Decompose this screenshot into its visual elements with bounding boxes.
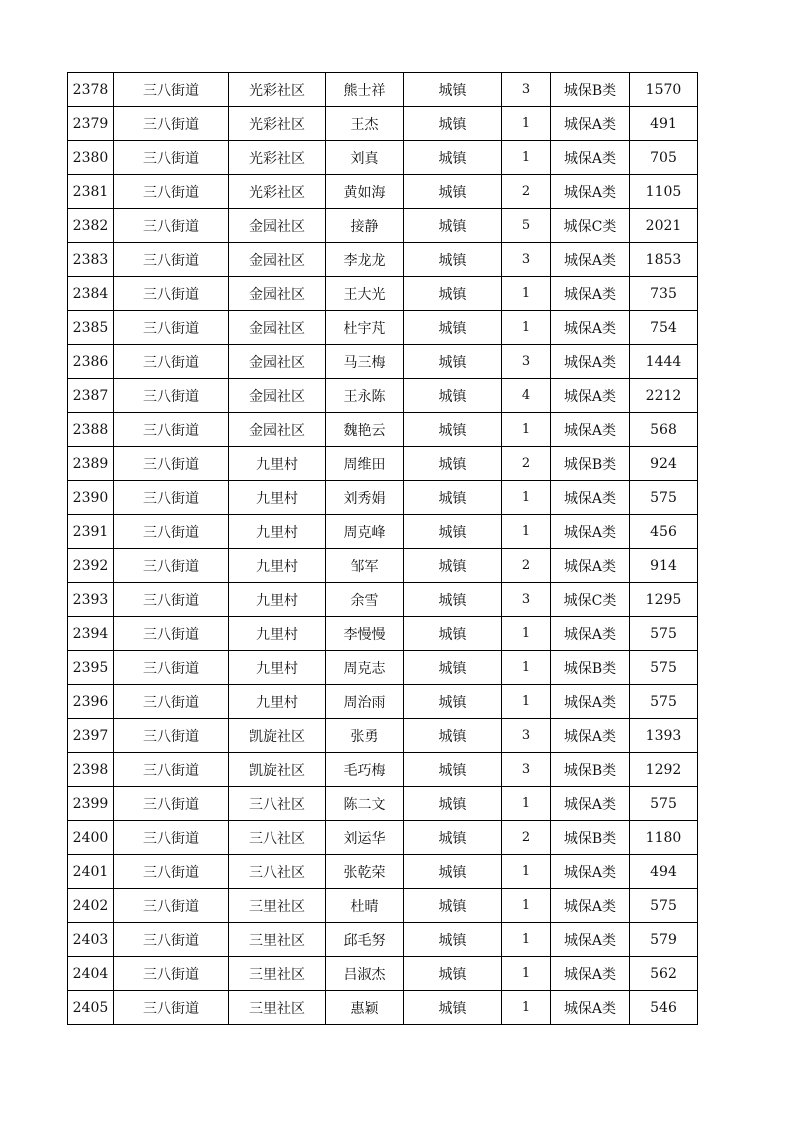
cell-community: 三里社区 [229, 991, 326, 1025]
cell-amount: 924 [630, 447, 698, 481]
cell-area-type: 城镇 [404, 141, 502, 175]
cell-area-type: 城镇 [404, 889, 502, 923]
table-row [68, 889, 698, 923]
table-row [68, 617, 698, 651]
table-row [68, 345, 698, 379]
cell-amount: 1444 [630, 345, 698, 379]
cell-household-size: 1 [502, 413, 551, 447]
cell-community: 三八社区 [229, 855, 326, 889]
cell-insurance-category: 城保A类 [551, 855, 630, 889]
cell-serial-number: 2381 [68, 175, 114, 209]
cell-amount: 1853 [630, 243, 698, 277]
cell-area-type: 城镇 [404, 243, 502, 277]
cell-area-type: 城镇 [404, 549, 502, 583]
cell-amount: 754 [630, 311, 698, 345]
cell-area-type: 城镇 [404, 345, 502, 379]
cell-household-size: 1 [502, 515, 551, 549]
records-body [68, 73, 698, 1025]
cell-community: 金园社区 [229, 345, 326, 379]
table-row [68, 719, 698, 753]
cell-street: 三八街道 [114, 719, 229, 753]
cell-name: 毛巧梅 [326, 753, 404, 787]
cell-street: 三八街道 [114, 107, 229, 141]
cell-insurance-category: 城保B类 [551, 73, 630, 107]
cell-household-size: 3 [502, 73, 551, 107]
cell-insurance-category: 城保A类 [551, 277, 630, 311]
cell-name: 邱毛努 [326, 923, 404, 957]
cell-household-size: 3 [502, 753, 551, 787]
table-row [68, 243, 698, 277]
cell-area-type: 城镇 [404, 277, 502, 311]
cell-street: 三八街道 [114, 617, 229, 651]
cell-insurance-category: 城保A类 [551, 413, 630, 447]
cell-household-size: 3 [502, 583, 551, 617]
cell-area-type: 城镇 [404, 379, 502, 413]
cell-amount: 491 [630, 107, 698, 141]
table-row [68, 855, 698, 889]
cell-serial-number: 2396 [68, 685, 114, 719]
cell-household-size: 1 [502, 889, 551, 923]
cell-area-type: 城镇 [404, 209, 502, 243]
cell-household-size: 1 [502, 991, 551, 1025]
cell-insurance-category: 城保A类 [551, 243, 630, 277]
cell-name: 周克志 [326, 651, 404, 685]
cell-community: 光彩社区 [229, 73, 326, 107]
cell-area-type: 城镇 [404, 855, 502, 889]
cell-area-type: 城镇 [404, 311, 502, 345]
cell-insurance-category: 城保A类 [551, 923, 630, 957]
cell-amount: 546 [630, 991, 698, 1025]
cell-street: 三八街道 [114, 379, 229, 413]
cell-amount: 705 [630, 141, 698, 175]
cell-amount: 575 [630, 889, 698, 923]
cell-name: 邹军 [326, 549, 404, 583]
table-row [68, 651, 698, 685]
table-row [68, 311, 698, 345]
cell-area-type: 城镇 [404, 651, 502, 685]
cell-household-size: 3 [502, 345, 551, 379]
cell-name: 接静 [326, 209, 404, 243]
cell-amount: 1105 [630, 175, 698, 209]
cell-serial-number: 2382 [68, 209, 114, 243]
cell-household-size: 1 [502, 685, 551, 719]
cell-area-type: 城镇 [404, 413, 502, 447]
cell-serial-number: 2387 [68, 379, 114, 413]
cell-area-type: 城镇 [404, 787, 502, 821]
cell-community: 金园社区 [229, 277, 326, 311]
cell-area-type: 城镇 [404, 685, 502, 719]
cell-amount: 456 [630, 515, 698, 549]
cell-serial-number: 2404 [68, 957, 114, 991]
cell-insurance-category: 城保A类 [551, 957, 630, 991]
cell-insurance-category: 城保A类 [551, 345, 630, 379]
cell-community: 三八社区 [229, 821, 326, 855]
cell-serial-number: 2405 [68, 991, 114, 1025]
cell-name: 黄如海 [326, 175, 404, 209]
cell-insurance-category: 城保A类 [551, 991, 630, 1025]
cell-household-size: 1 [502, 957, 551, 991]
cell-amount: 575 [630, 481, 698, 515]
cell-street: 三八街道 [114, 345, 229, 379]
cell-insurance-category: 城保A类 [551, 889, 630, 923]
cell-street: 三八街道 [114, 175, 229, 209]
cell-street: 三八街道 [114, 991, 229, 1025]
table-row [68, 175, 698, 209]
cell-community: 三八社区 [229, 787, 326, 821]
cell-community: 九里村 [229, 651, 326, 685]
cell-name: 惠颖 [326, 991, 404, 1025]
cell-amount: 575 [630, 617, 698, 651]
table-row [68, 685, 698, 719]
cell-household-size: 1 [502, 855, 551, 889]
cell-area-type: 城镇 [404, 923, 502, 957]
cell-street: 三八街道 [114, 685, 229, 719]
cell-amount: 494 [630, 855, 698, 889]
cell-amount: 562 [630, 957, 698, 991]
cell-community: 凯旋社区 [229, 753, 326, 787]
cell-street: 三八街道 [114, 957, 229, 991]
table-row [68, 515, 698, 549]
cell-name: 王永陈 [326, 379, 404, 413]
cell-community: 金园社区 [229, 413, 326, 447]
cell-serial-number: 2399 [68, 787, 114, 821]
table-row [68, 209, 698, 243]
cell-household-size: 1 [502, 617, 551, 651]
cell-household-size: 3 [502, 719, 551, 753]
cell-street: 三八街道 [114, 447, 229, 481]
cell-amount: 914 [630, 549, 698, 583]
cell-community: 九里村 [229, 481, 326, 515]
cell-insurance-category: 城保A类 [551, 311, 630, 345]
cell-name: 刘真 [326, 141, 404, 175]
cell-name: 王杰 [326, 107, 404, 141]
cell-serial-number: 2388 [68, 413, 114, 447]
records-table [67, 72, 698, 1025]
cell-community: 光彩社区 [229, 107, 326, 141]
cell-serial-number: 2402 [68, 889, 114, 923]
cell-street: 三八街道 [114, 855, 229, 889]
cell-street: 三八街道 [114, 583, 229, 617]
cell-name: 余雪 [326, 583, 404, 617]
cell-name: 魏艳云 [326, 413, 404, 447]
cell-street: 三八街道 [114, 73, 229, 107]
cell-amount: 1180 [630, 821, 698, 855]
cell-street: 三八街道 [114, 923, 229, 957]
cell-serial-number: 2395 [68, 651, 114, 685]
cell-name: 杜宇芃 [326, 311, 404, 345]
cell-name: 刘秀娟 [326, 481, 404, 515]
cell-name: 周治雨 [326, 685, 404, 719]
cell-insurance-category: 城保B类 [551, 821, 630, 855]
table-row [68, 923, 698, 957]
table-row [68, 481, 698, 515]
cell-insurance-category: 城保A类 [551, 107, 630, 141]
cell-street: 三八街道 [114, 311, 229, 345]
cell-household-size: 2 [502, 549, 551, 583]
cell-community: 三里社区 [229, 889, 326, 923]
cell-street: 三八街道 [114, 753, 229, 787]
table-row [68, 107, 698, 141]
cell-community: 光彩社区 [229, 141, 326, 175]
table-row [68, 753, 698, 787]
cell-street: 三八街道 [114, 889, 229, 923]
cell-community: 九里村 [229, 447, 326, 481]
table-row [68, 73, 698, 107]
cell-amount: 575 [630, 685, 698, 719]
cell-area-type: 城镇 [404, 991, 502, 1025]
cell-name: 周维田 [326, 447, 404, 481]
cell-insurance-category: 城保B类 [551, 447, 630, 481]
cell-community: 金园社区 [229, 243, 326, 277]
table-row [68, 583, 698, 617]
cell-name: 周克峰 [326, 515, 404, 549]
cell-street: 三八街道 [114, 651, 229, 685]
cell-household-size: 1 [502, 311, 551, 345]
cell-insurance-category: 城保A类 [551, 515, 630, 549]
cell-amount: 2212 [630, 379, 698, 413]
cell-insurance-category: 城保A类 [551, 685, 630, 719]
cell-street: 三八街道 [114, 821, 229, 855]
cell-area-type: 城镇 [404, 481, 502, 515]
cell-amount: 1393 [630, 719, 698, 753]
cell-community: 金园社区 [229, 209, 326, 243]
cell-area-type: 城镇 [404, 175, 502, 209]
cell-serial-number: 2400 [68, 821, 114, 855]
cell-name: 李龙龙 [326, 243, 404, 277]
cell-name: 王大光 [326, 277, 404, 311]
cell-street: 三八街道 [114, 549, 229, 583]
cell-name: 杜晴 [326, 889, 404, 923]
cell-insurance-category: 城保A类 [551, 379, 630, 413]
table-row [68, 141, 698, 175]
cell-serial-number: 2378 [68, 73, 114, 107]
cell-household-size: 1 [502, 107, 551, 141]
cell-name: 吕淑杰 [326, 957, 404, 991]
cell-household-size: 2 [502, 447, 551, 481]
cell-household-size: 2 [502, 175, 551, 209]
cell-household-size: 1 [502, 141, 551, 175]
cell-insurance-category: 城保A类 [551, 141, 630, 175]
table-row [68, 821, 698, 855]
cell-community: 九里村 [229, 617, 326, 651]
cell-name: 张乾荣 [326, 855, 404, 889]
cell-name: 熊士祥 [326, 73, 404, 107]
cell-community: 九里村 [229, 685, 326, 719]
cell-community: 九里村 [229, 549, 326, 583]
cell-insurance-category: 城保B类 [551, 651, 630, 685]
cell-name: 陈二文 [326, 787, 404, 821]
cell-serial-number: 2384 [68, 277, 114, 311]
cell-community: 三里社区 [229, 957, 326, 991]
cell-area-type: 城镇 [404, 821, 502, 855]
cell-amount: 575 [630, 651, 698, 685]
cell-serial-number: 2380 [68, 141, 114, 175]
cell-household-size: 3 [502, 243, 551, 277]
cell-area-type: 城镇 [404, 73, 502, 107]
cell-insurance-category: 城保A类 [551, 175, 630, 209]
cell-insurance-category: 城保B类 [551, 753, 630, 787]
cell-street: 三八街道 [114, 515, 229, 549]
cell-name: 张勇 [326, 719, 404, 753]
cell-insurance-category: 城保C类 [551, 583, 630, 617]
cell-serial-number: 2379 [68, 107, 114, 141]
cell-serial-number: 2392 [68, 549, 114, 583]
cell-area-type: 城镇 [404, 583, 502, 617]
cell-serial-number: 2403 [68, 923, 114, 957]
cell-amount: 1295 [630, 583, 698, 617]
cell-insurance-category: 城保A类 [551, 719, 630, 753]
cell-household-size: 1 [502, 787, 551, 821]
cell-serial-number: 2393 [68, 583, 114, 617]
cell-street: 三八街道 [114, 243, 229, 277]
table-row [68, 379, 698, 413]
cell-street: 三八街道 [114, 209, 229, 243]
cell-insurance-category: 城保A类 [551, 549, 630, 583]
cell-household-size: 4 [502, 379, 551, 413]
cell-street: 三八街道 [114, 481, 229, 515]
cell-household-size: 1 [502, 651, 551, 685]
cell-serial-number: 2401 [68, 855, 114, 889]
table-row [68, 413, 698, 447]
cell-insurance-category: 城保A类 [551, 787, 630, 821]
table-row [68, 277, 698, 311]
cell-household-size: 2 [502, 821, 551, 855]
cell-name: 刘运华 [326, 821, 404, 855]
cell-street: 三八街道 [114, 787, 229, 821]
table-row [68, 447, 698, 481]
cell-serial-number: 2383 [68, 243, 114, 277]
cell-serial-number: 2394 [68, 617, 114, 651]
cell-area-type: 城镇 [404, 447, 502, 481]
cell-street: 三八街道 [114, 277, 229, 311]
cell-community: 九里村 [229, 515, 326, 549]
cell-serial-number: 2390 [68, 481, 114, 515]
cell-area-type: 城镇 [404, 753, 502, 787]
table-row [68, 549, 698, 583]
cell-amount: 1292 [630, 753, 698, 787]
cell-area-type: 城镇 [404, 515, 502, 549]
cell-area-type: 城镇 [404, 719, 502, 753]
cell-amount: 568 [630, 413, 698, 447]
cell-community: 三里社区 [229, 923, 326, 957]
cell-street: 三八街道 [114, 141, 229, 175]
cell-insurance-category: 城保C类 [551, 209, 630, 243]
cell-serial-number: 2397 [68, 719, 114, 753]
cell-insurance-category: 城保A类 [551, 481, 630, 515]
cell-serial-number: 2398 [68, 753, 114, 787]
cell-serial-number: 2386 [68, 345, 114, 379]
cell-household-size: 1 [502, 481, 551, 515]
cell-community: 光彩社区 [229, 175, 326, 209]
cell-insurance-category: 城保A类 [551, 617, 630, 651]
cell-area-type: 城镇 [404, 957, 502, 991]
cell-amount: 2021 [630, 209, 698, 243]
cell-area-type: 城镇 [404, 107, 502, 141]
cell-amount: 735 [630, 277, 698, 311]
cell-community: 金园社区 [229, 379, 326, 413]
cell-community: 金园社区 [229, 311, 326, 345]
cell-name: 马三梅 [326, 345, 404, 379]
cell-serial-number: 2391 [68, 515, 114, 549]
cell-serial-number: 2389 [68, 447, 114, 481]
cell-name: 李慢慢 [326, 617, 404, 651]
cell-amount: 579 [630, 923, 698, 957]
cell-household-size: 1 [502, 277, 551, 311]
table-row [68, 787, 698, 821]
table-row [68, 991, 698, 1025]
cell-household-size: 5 [502, 209, 551, 243]
cell-amount: 575 [630, 787, 698, 821]
cell-community: 九里村 [229, 583, 326, 617]
cell-street: 三八街道 [114, 413, 229, 447]
cell-household-size: 1 [502, 923, 551, 957]
table-row [68, 957, 698, 991]
cell-amount: 1570 [630, 73, 698, 107]
cell-community: 凯旋社区 [229, 719, 326, 753]
cell-area-type: 城镇 [404, 617, 502, 651]
cell-serial-number: 2385 [68, 311, 114, 345]
